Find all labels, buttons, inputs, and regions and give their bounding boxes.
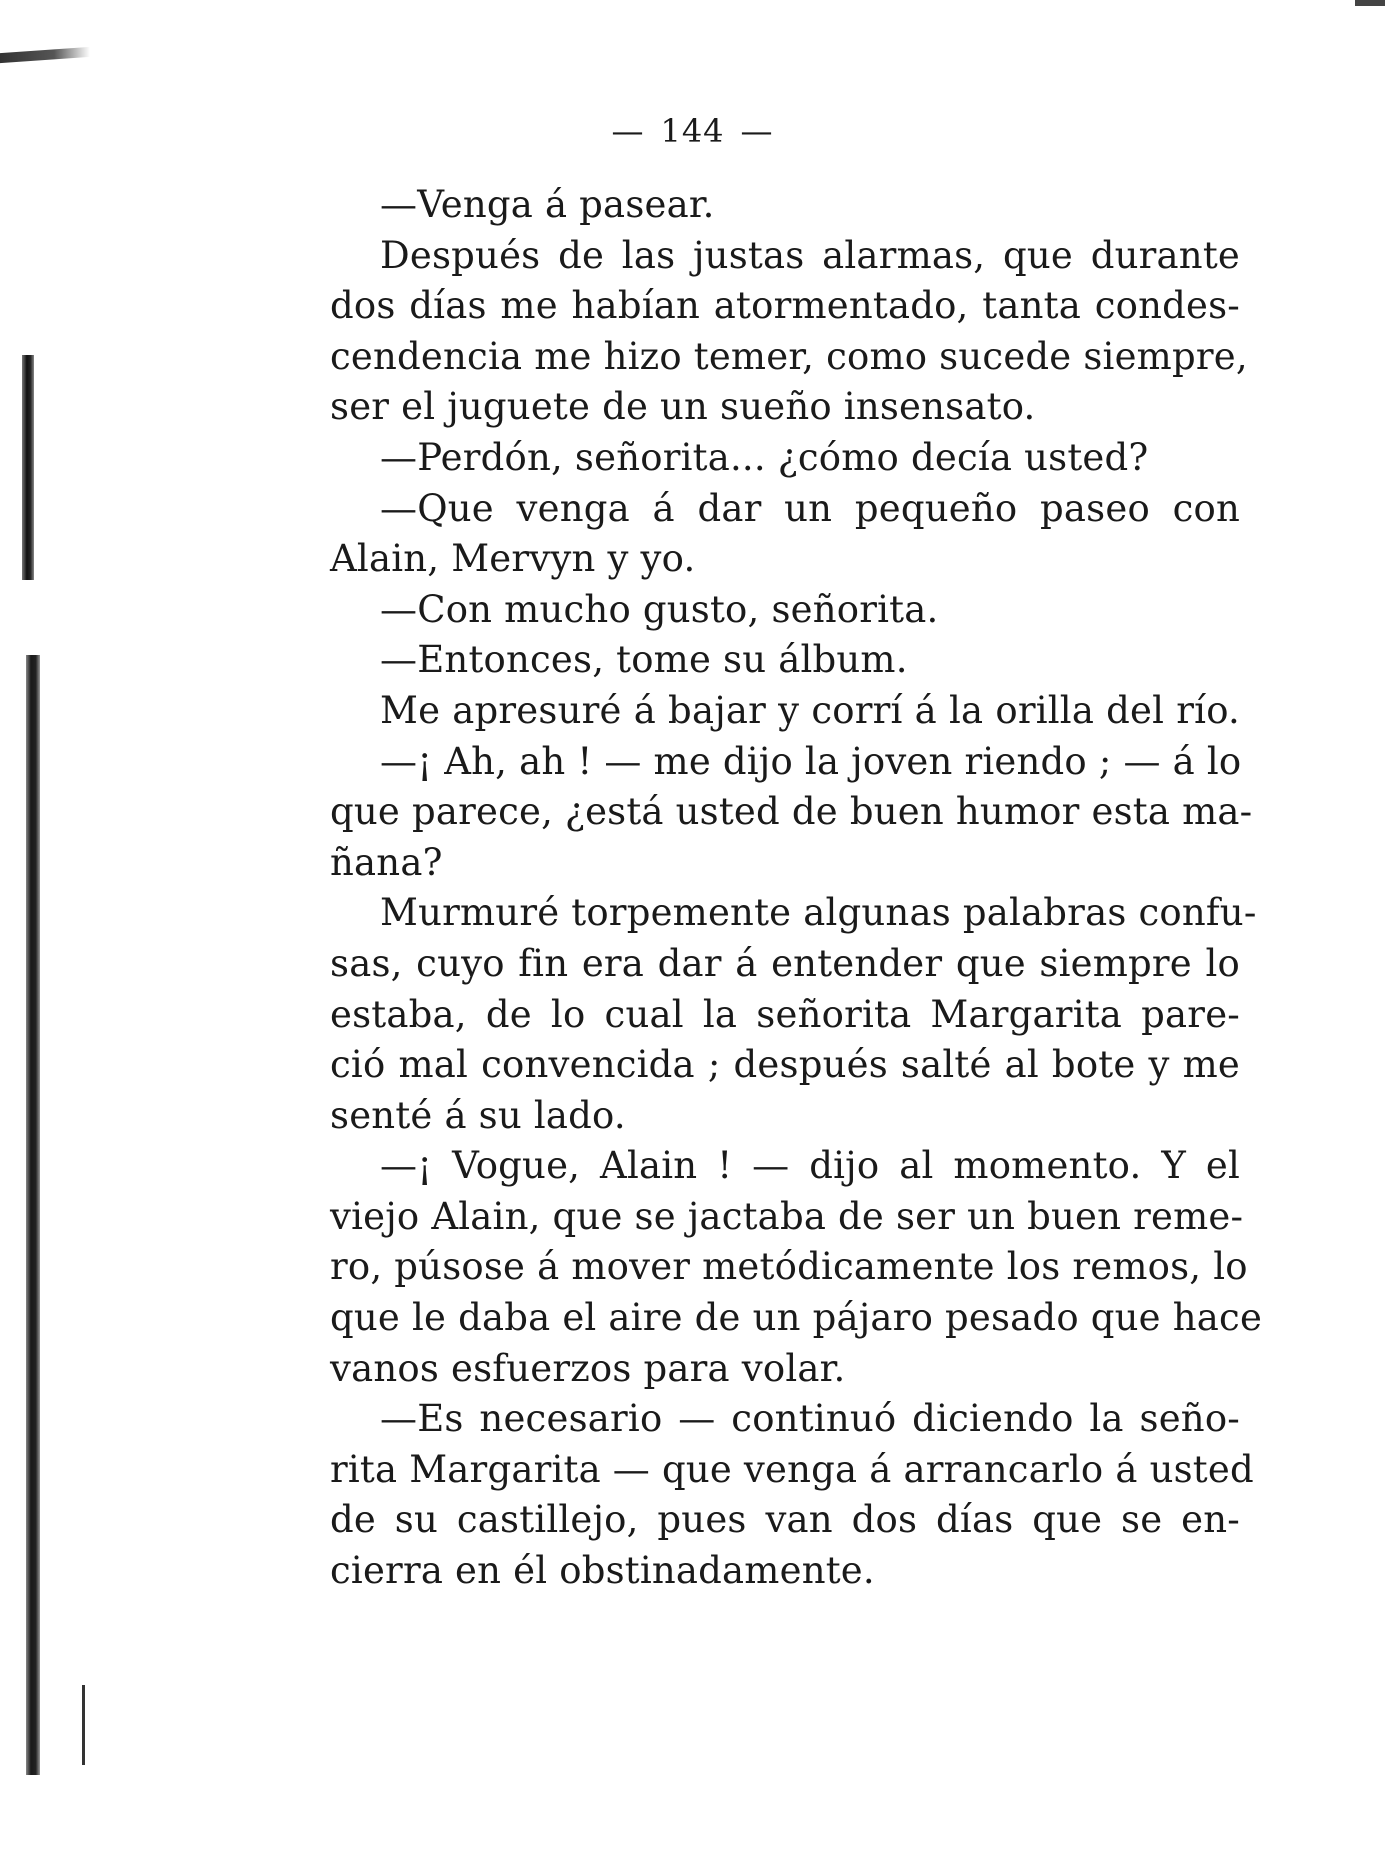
body-text [330, 180, 1263, 1597]
text-line: estaba, de lo cual la señorita Margarita pare- [330, 992, 1240, 1036]
binding-shadow [82, 1685, 85, 1765]
text-line: ció mal convencida ; después salté al bote y me [330, 1043, 1240, 1087]
text-line: —¡ Vogue, Alain ! — dijo al momento. Y el [380, 1144, 1240, 1188]
scan-edge-mark [0, 47, 90, 63]
page-number-value: 144 [660, 112, 725, 150]
text-line: de su castillejo, pues van dos días que se en- [330, 1498, 1240, 1542]
text-line: sas, cuyo fin era dar á entender que siempre lo [330, 941, 1240, 985]
text-line: ro, púsose á mover metódicamente los remos, lo [330, 1245, 1248, 1289]
text-line: cierra en él obstinadamente. [330, 1549, 875, 1593]
text-line: viejo Alain, que se jactaba de ser un buen reme- [330, 1194, 1244, 1238]
text-line: Me apresuré á bajar y corrí á la orilla del río. [380, 688, 1240, 732]
text-line: vanos esfuerzos para volar. [330, 1346, 846, 1390]
text-line: ñana? [330, 840, 443, 884]
text-line: —Perdón, señorita... ¿cómo decía usted? [380, 435, 1149, 479]
text-line: que parece, ¿está usted de buen humor esta ma- [330, 790, 1253, 834]
text-line: —Venga á pasear. [380, 183, 715, 226]
text-line: Alain, Mervyn y yo. [330, 537, 696, 581]
text-line: rita Margarita — que venga á arrancarlo á usted [330, 1447, 1254, 1491]
text-line: Murmuré torpemente algunas palabras confu- [380, 891, 1257, 935]
page-number-dash: — [611, 112, 645, 150]
text-line: dos días me habían atormentado, tanta condes- [330, 284, 1240, 328]
page-number [0, 112, 1385, 150]
text-line: —Que venga á dar un pequeño paseo con [380, 486, 1240, 530]
text-line: senté á su lado. [330, 1093, 626, 1137]
text-line: cendencia me hizo temer, como sucede siempre, [330, 334, 1248, 378]
page-number-dash: — [740, 112, 774, 150]
text-line: Después de las justas alarmas, que durante [380, 233, 1240, 277]
text-line: ser el juguete de un sueño insensato. [330, 385, 1036, 429]
text-line: —Entonces, tome su álbum. [380, 638, 908, 682]
text-line: que le daba el aire de un pájaro pesado que hace [330, 1296, 1263, 1340]
text-line: —Con mucho gusto, señorita. [380, 587, 939, 631]
binding-shadow [22, 355, 34, 580]
text-line: —Es necesario — continuó diciendo la seño- [380, 1397, 1240, 1441]
scan-edge-mark [1355, 0, 1385, 6]
binding-shadow [26, 655, 40, 1775]
text-line: —¡ Ah, ah ! — me dijo la joven riendo ; — á lo [380, 739, 1242, 783]
